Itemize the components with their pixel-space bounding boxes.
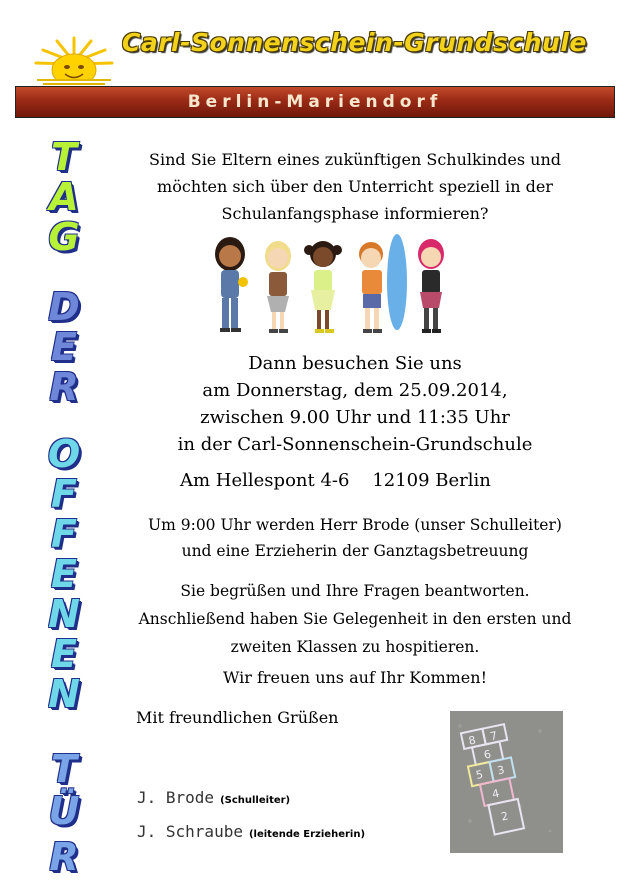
text-line: Sind Sie Eltern eines zukünftigen Schulkindes und [149,150,561,169]
paragraph-welcome [120,512,590,564]
intro-question [120,146,590,227]
hopscotch-number: 7 [488,728,499,744]
title-letter: N [48,672,80,716]
title-letter: E [51,632,77,676]
title-letter: Ü [48,789,80,833]
closing-wish: Wir freuen uns auf Ihr Kommen! [222,668,488,687]
title-letter: F [51,512,77,556]
hopscotch-number: 5 [474,767,485,782]
location-text: Berlin-Mariendorf [187,92,443,112]
hopscotch-number: 3 [496,763,506,778]
children-illustration [205,232,450,342]
title-letter: E [51,552,77,596]
sun-logo-icon [33,36,115,88]
signature-role: (leitende Erzieherin) [248,829,366,840]
title-letter: E [51,325,77,369]
greeting: Mit freundlichen Grüßen [136,708,339,727]
text-line: möchten sich über den Unterricht speziell in der [157,177,553,196]
text-line: zweiten Klassen zu hospitieren. [230,638,480,656]
location-banner [15,86,615,118]
title-letter: T [51,747,77,791]
text-line: und eine Erzieherin der Ganztagsbetreuung [181,542,529,560]
text-line: zwischen 9.00 Uhr und 11:35 Uhr [200,407,510,428]
paragraph-visit [120,577,590,661]
signature-role: (Schulleiter) [220,795,291,806]
text-line: am Donnerstag, dem 25.09.2014, [202,380,508,401]
hopscotch-photo [450,711,563,853]
title-letter: R [49,365,79,409]
school-title: Carl-Sonnenschein-Grundschule [122,28,587,57]
title-letter: D [48,285,80,329]
signature-principal [137,788,290,807]
title-letter: G [48,215,80,259]
title-letter: A [49,175,79,219]
text-line: Anschließend haben Sie Gelegenheit in den ersten und [138,610,572,628]
signature-name: J. Brode [137,788,215,807]
hopscotch-number: 2 [499,809,510,824]
title-letter: T [51,135,77,179]
hopscotch-number: 4 [490,786,501,801]
text-line: Dann besuchen Sie uns [248,353,462,374]
hopscotch-number: 8 [467,733,477,748]
text-line: in der Carl-Sonnenschein-Grundschule [177,434,533,455]
text-line: Sie begrüßen und Ihre Fragen beantworten. [180,582,530,600]
title-letter: R [49,835,79,879]
school-address: Am Hellespont 4-6 12109 Berlin [180,470,491,491]
invitation-block [120,350,590,458]
title-letter: N [48,592,80,636]
title-letter: O [47,432,81,476]
text-line: Schulanfangsphase informieren? [221,204,489,223]
signature-name: J. Schraube [137,822,243,841]
text-line: Um 9:00 Uhr werden Herr Brode (unser Schulleiter) [148,516,562,534]
title-letter: F [51,472,77,516]
signature-educator [137,822,365,841]
hopscotch-number: 6 [482,747,493,762]
